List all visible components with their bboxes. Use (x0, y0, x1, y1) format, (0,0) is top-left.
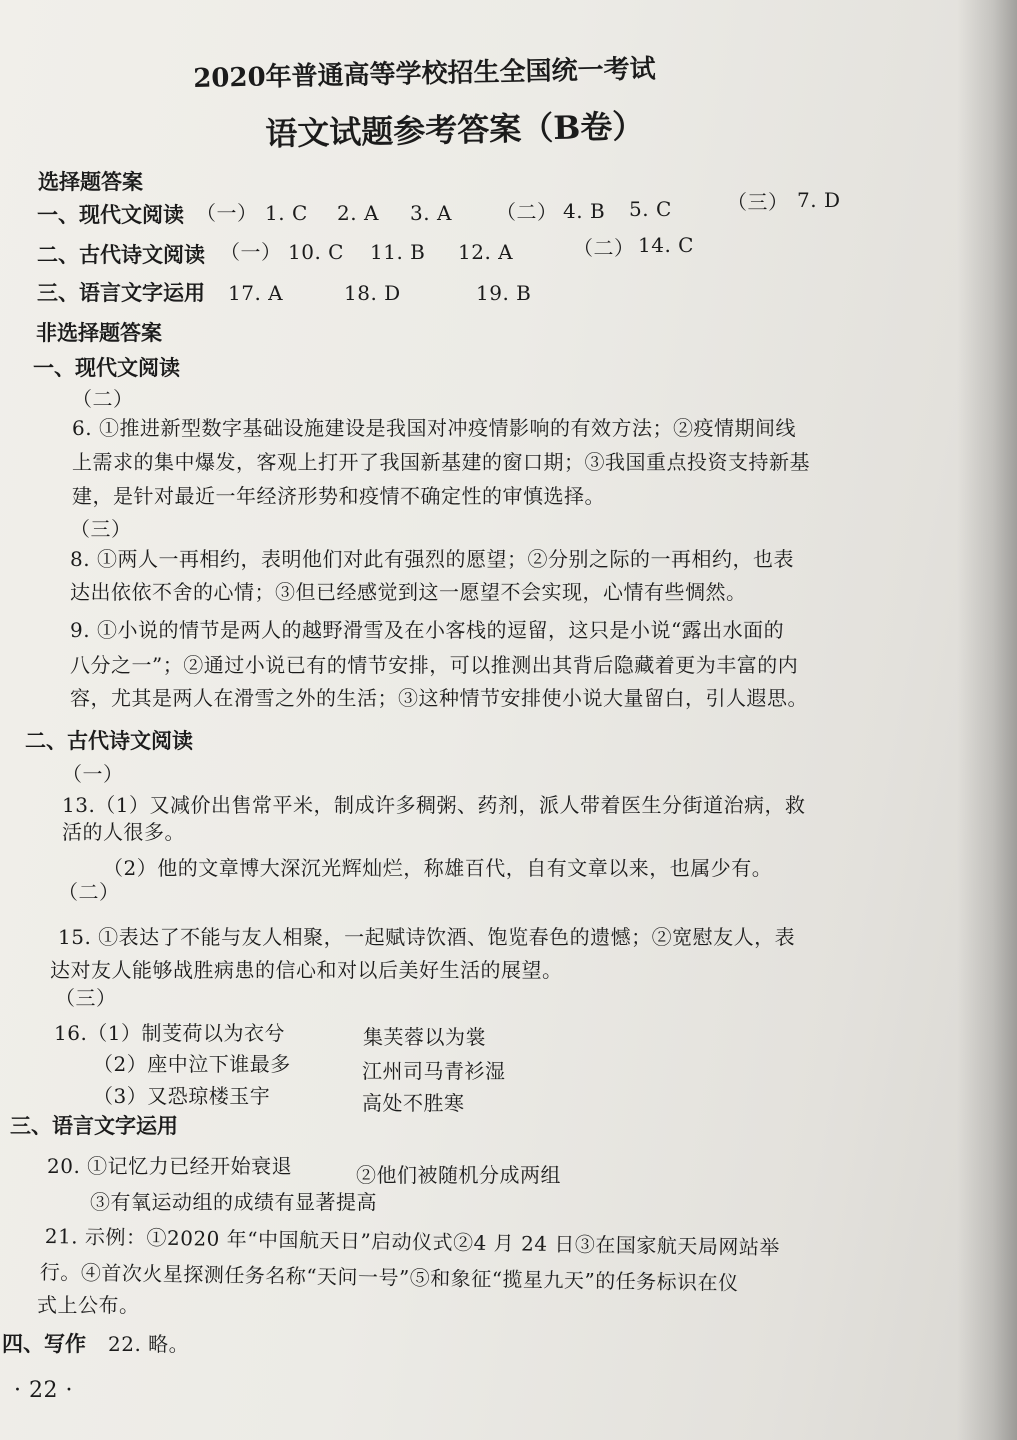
answer-q22: 22. 略。 (108, 1332, 190, 1356)
nmc-section3-label: 三、语言文字运用 (10, 1114, 178, 1138)
mc-row1-group2: （二） (496, 200, 558, 224)
answer-q19: 19. B (476, 281, 532, 305)
answer-q13-line1: 13.（1）又减价出售常平米，制成许多稠粥、药剂，派人带着医生分街道治病，救 (62, 793, 806, 817)
answer-q6-line2: 上需求的集中爆发，客观上打开了我国新基建的窗口期；③我国重点投资支持新基 (72, 450, 810, 474)
answer-q15-line2: 达对友人能够战胜病患的信心和对以后美好生活的展望。 (50, 958, 563, 982)
answer-q11: 11. B (370, 240, 426, 264)
answer-q14: 14. C (638, 233, 694, 257)
answer-q13-line3: （2）他的文章博大深沉光辉灿烂，称雄百代，自有文章以来，也属少有。 (103, 856, 773, 880)
answer-q20-part1: 20. ①记忆力已经开始衰退 (47, 1154, 293, 1178)
answer-q15-line1: 15. ①表达了不能与友人相聚，一起赋诗饮酒、饱览春色的遗憾；②宽慰友人，表 (58, 925, 796, 949)
answer-q2: 2. A (337, 201, 379, 225)
nmc-section2-label: 二、古代诗文阅读 (25, 729, 193, 753)
answer-q9-line2: 八分之一”；②通过小说已有的情节安排，可以推测出其背后隐藏着更为丰富的内 (70, 653, 799, 677)
exam-title: 2020年普通高等学校招生全国统一考试 (192, 54, 656, 94)
answer-q16-3a: （3）又恐琼楼玉宇 (93, 1084, 271, 1108)
nmc-s2-group3: （三） (55, 986, 117, 1010)
answer-q12: 12. A (458, 240, 514, 264)
mc-row3-label: 三、语言文字运用 (37, 281, 205, 305)
answer-q3: 3. A (410, 201, 452, 225)
answer-q8-line2: 达出依依不舍的心情；③但已经感觉到这一愿望不会实现，心情有些惆然。 (70, 580, 747, 604)
answer-q16-2b: 江州司马青衫湿 (362, 1059, 506, 1083)
answer-q9-line3: 容，尤其是两人在滑雪之外的生活；③这种情节安排使小说大量留白，引人遐思。 (70, 686, 808, 710)
nmc-s2-group1: （一） (62, 762, 124, 786)
book-spine-shadow (957, 0, 1017, 1440)
answer-q10: 10. C (288, 240, 344, 264)
answer-q8-line1: 8. ①两人一再相约，表明他们对此有强烈的愿望；②分别之际的一再相约，也表 (70, 547, 794, 571)
answer-q16-1b: 集芙蓉以为裳 (363, 1025, 486, 1049)
answer-q20-part2: ②他们被随机分成两组 (356, 1163, 561, 1187)
answer-q20-part3: ③有氧运动组的成绩有显著提高 (90, 1190, 377, 1214)
nmc-s2-group2: （二） (58, 880, 120, 904)
answer-q16-1a: 16.（1）制芰荷以为衣兮 (54, 1021, 286, 1045)
mc-row2-group1: （一） (220, 240, 282, 264)
answer-q21-line3: 式上公布。 (37, 1293, 140, 1317)
answer-key-title: 语文试题参考答案（B卷） (264, 107, 645, 153)
nmc-s1-group3: （三） (70, 517, 132, 541)
answer-q21-line1: 21. 示例：①2020 年“中国航天日”启动仪式②4 月 24 日③在国家航天局网站举 (44, 1224, 781, 1260)
mc-heading: 选择题答案 (38, 170, 143, 194)
mc-row1-label: 一、现代文阅读 (37, 203, 184, 227)
mc-row2-label: 二、古代诗文阅读 (37, 243, 205, 267)
page-number: · 22 · (14, 1378, 73, 1403)
answer-q6-line3: 建，是针对最近一年经济形势和疫情不确定性的审慎选择。 (72, 484, 605, 508)
answer-q9-line1: 9. ①小说的情节是两人的越野滑雪及在小客栈的逗留，这只是小说“露出水面的 (70, 618, 785, 642)
answer-q17: 17. A (228, 281, 284, 305)
answer-q4: 4. B (563, 199, 606, 223)
answer-q5: 5. C (629, 197, 672, 221)
answer-q16-2a: （2）座中泣下谁最多 (93, 1052, 291, 1076)
answer-q1: 1. C (265, 201, 308, 225)
nmc-s1-group2: （二） (72, 387, 134, 411)
answer-q21-line2: 行。④首次火星探测任务名称“天问一号”⑤和象征“揽星九天”的任务标识在仪 (39, 1260, 739, 1295)
answer-q7: 7. D (797, 188, 841, 212)
mc-row1-group1: （一） (196, 201, 258, 225)
mc-row1-group3: （三） (727, 190, 789, 214)
answer-q6-line1: 6. ①推进新型数字基础设施建设是我国对冲疫情影响的有效方法；②疫情期间线 (72, 416, 796, 440)
nmc-heading: 非选择题答案 (36, 321, 162, 345)
answer-q18: 18. D (344, 281, 401, 305)
answer-q13-line2: 活的人很多。 (62, 820, 185, 844)
answer-q16-3b: 高处不胜寒 (362, 1091, 465, 1115)
nmc-section1-label: 一、现代文阅读 (33, 356, 180, 380)
mc-row2-group2: （二） (573, 236, 635, 260)
nmc-section4-label: 四、写作 (2, 1332, 86, 1356)
